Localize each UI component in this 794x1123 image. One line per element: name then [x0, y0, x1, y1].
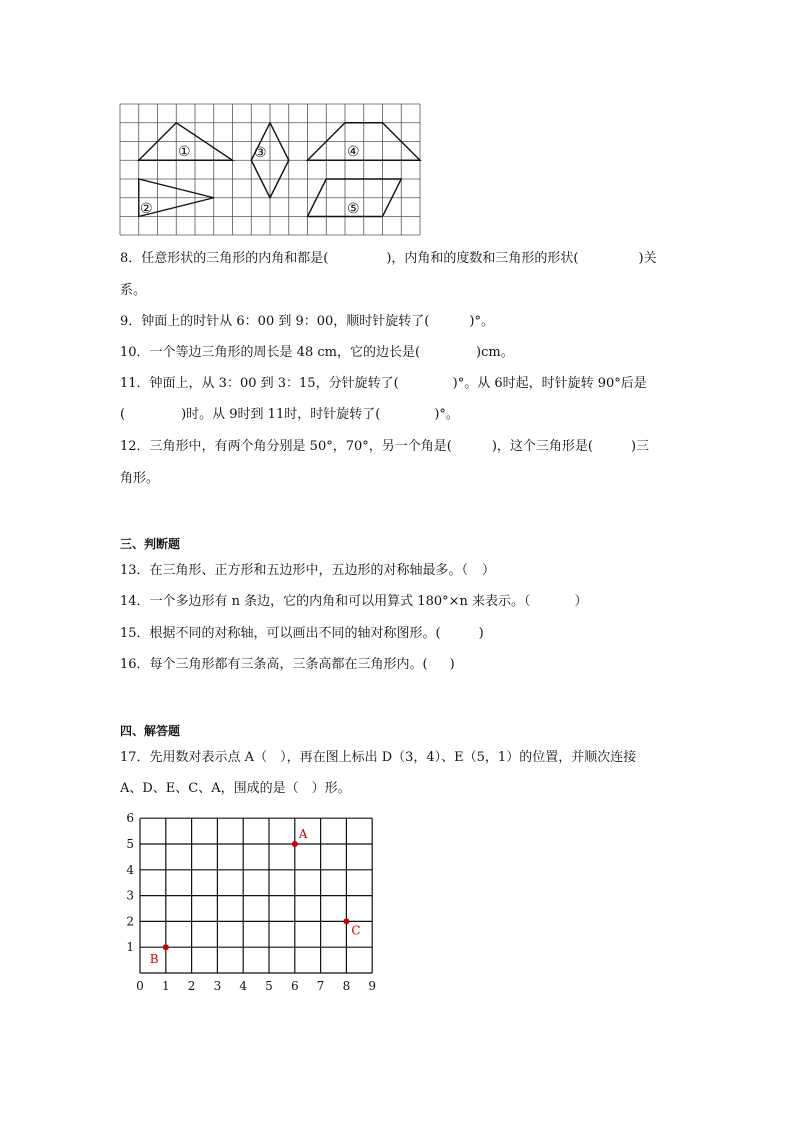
shape-label-3: ③ — [254, 145, 267, 161]
section-4-title: 四、解答题 — [120, 724, 181, 738]
y-tick-label: 5 — [126, 837, 134, 851]
section-3-title: 三、判断题 — [120, 537, 181, 551]
question-13 — [120, 562, 690, 580]
x-tick-label: 7 — [316, 979, 325, 993]
question-12 — [120, 438, 690, 456]
q11-text-3: ( — [120, 407, 126, 422]
q12-text-2: )，这个三角形是( — [491, 439, 593, 454]
question-8 — [120, 250, 690, 268]
q14-text-2: ） — [574, 594, 588, 609]
q12-text-4: 角形。 — [120, 471, 160, 486]
q12-text-1: 12．三角形中，有两个角分别是 50°，70°，另一个角是( — [120, 439, 452, 454]
question-17-line-2 — [120, 780, 690, 798]
question-14 — [120, 593, 690, 611]
question-15 — [120, 625, 690, 643]
x-tick-label: 1 — [161, 979, 170, 993]
q8-text-4: 系。 — [120, 283, 147, 298]
question-9 — [120, 313, 690, 331]
q14-text-1: 14．一个多边形有 n 条边，它的内角和可以用算式 180°×n 来表示。（ — [120, 594, 531, 609]
x-tick-label: 2 — [187, 979, 196, 993]
q13-text-2: ） — [482, 563, 496, 578]
q8-text-2: )，内角和的度数和三角形的形状( — [386, 251, 579, 266]
x-tick-label: 8 — [342, 979, 351, 993]
q10-text-1: 10．一个等边三角形的周长是 48 cm，它的边长是( — [120, 345, 421, 360]
q17-text-2: A、D、E、C、A，围成的是（ ）形。 — [120, 781, 351, 796]
q11-text-4: )时。从 9时到 11时，时针旋转了( — [181, 407, 381, 422]
shape-label-2: ② — [140, 201, 153, 217]
q11-text-5: )°。 — [434, 407, 459, 422]
x-tick-label: 6 — [290, 979, 299, 993]
q8-text-3: )关 — [638, 251, 657, 266]
coordinate-grid-ticks — [126, 811, 376, 993]
q11-text-2: )°。从 6时起，时针旋转 90°后是 — [452, 376, 647, 391]
q13-text-1: 13．在三角形、正方形和五边形中，五边形的对称轴最多。（ — [120, 563, 469, 578]
q12-text-3: )三 — [631, 439, 650, 454]
point-label-c: C — [351, 923, 361, 938]
x-tick-label: 0 — [136, 979, 144, 993]
x-tick-label: 3 — [213, 979, 222, 993]
q10-text-2: )cm。 — [476, 345, 514, 360]
question-11 — [120, 375, 690, 393]
question-11-line-2 — [120, 406, 690, 424]
point-label-a: A — [298, 827, 308, 841]
q9-text-2: )°。 — [469, 314, 494, 329]
shapes-grid-figure — [118, 102, 424, 236]
q15-text-1: 15．根据不同的对称轴，可以画出不同的轴对称图形。( — [120, 626, 441, 641]
coordinate-grid-lines — [140, 818, 372, 973]
y-tick-label: 6 — [126, 811, 134, 826]
shape-label-1: ① — [178, 144, 191, 160]
point-b — [163, 944, 169, 950]
q16-text-2: ) — [449, 657, 455, 672]
x-tick-label: 9 — [368, 979, 377, 993]
q17-text-1: 17．先用数对表示点 A（ ），再在图上标出 D（3，4）、E（5，1）的位置，并顺次连接 — [120, 750, 637, 765]
shape-label-4: ④ — [347, 144, 360, 160]
q9-text-1: 9．钟面上的时针从 6：00 到 9：00，顺时针旋转了( — [120, 314, 430, 329]
point-a — [292, 841, 298, 847]
question-10 — [120, 344, 690, 362]
question-12-line-2 — [120, 470, 690, 488]
question-16 — [120, 656, 690, 674]
y-tick-label: 1 — [126, 940, 134, 955]
y-tick-label: 3 — [126, 888, 134, 903]
q11-text-1: 11．钟面上，从 3：00 到 3：15，分针旋转了( — [120, 376, 399, 391]
point-c — [343, 918, 349, 924]
q8-text-1: 8．任意形状的三角形的内角和都是( — [120, 251, 329, 266]
y-tick-label: 2 — [126, 914, 134, 929]
q15-text-2: ) — [478, 626, 484, 641]
y-tick-label: 4 — [126, 862, 134, 877]
question-17 — [120, 749, 690, 767]
x-tick-label: 4 — [239, 979, 248, 993]
x-tick-label: 5 — [265, 979, 273, 993]
q16-text-1: 16．每个三角形都有三条高，三条高都在三角形内。( — [120, 657, 428, 672]
coordinate-grid-points — [150, 827, 361, 966]
question-8-line-2 — [120, 282, 690, 300]
point-label-b: B — [149, 952, 159, 967]
shape-label-5: ⑤ — [347, 201, 360, 217]
coordinate-grid-figure — [110, 810, 390, 1000]
